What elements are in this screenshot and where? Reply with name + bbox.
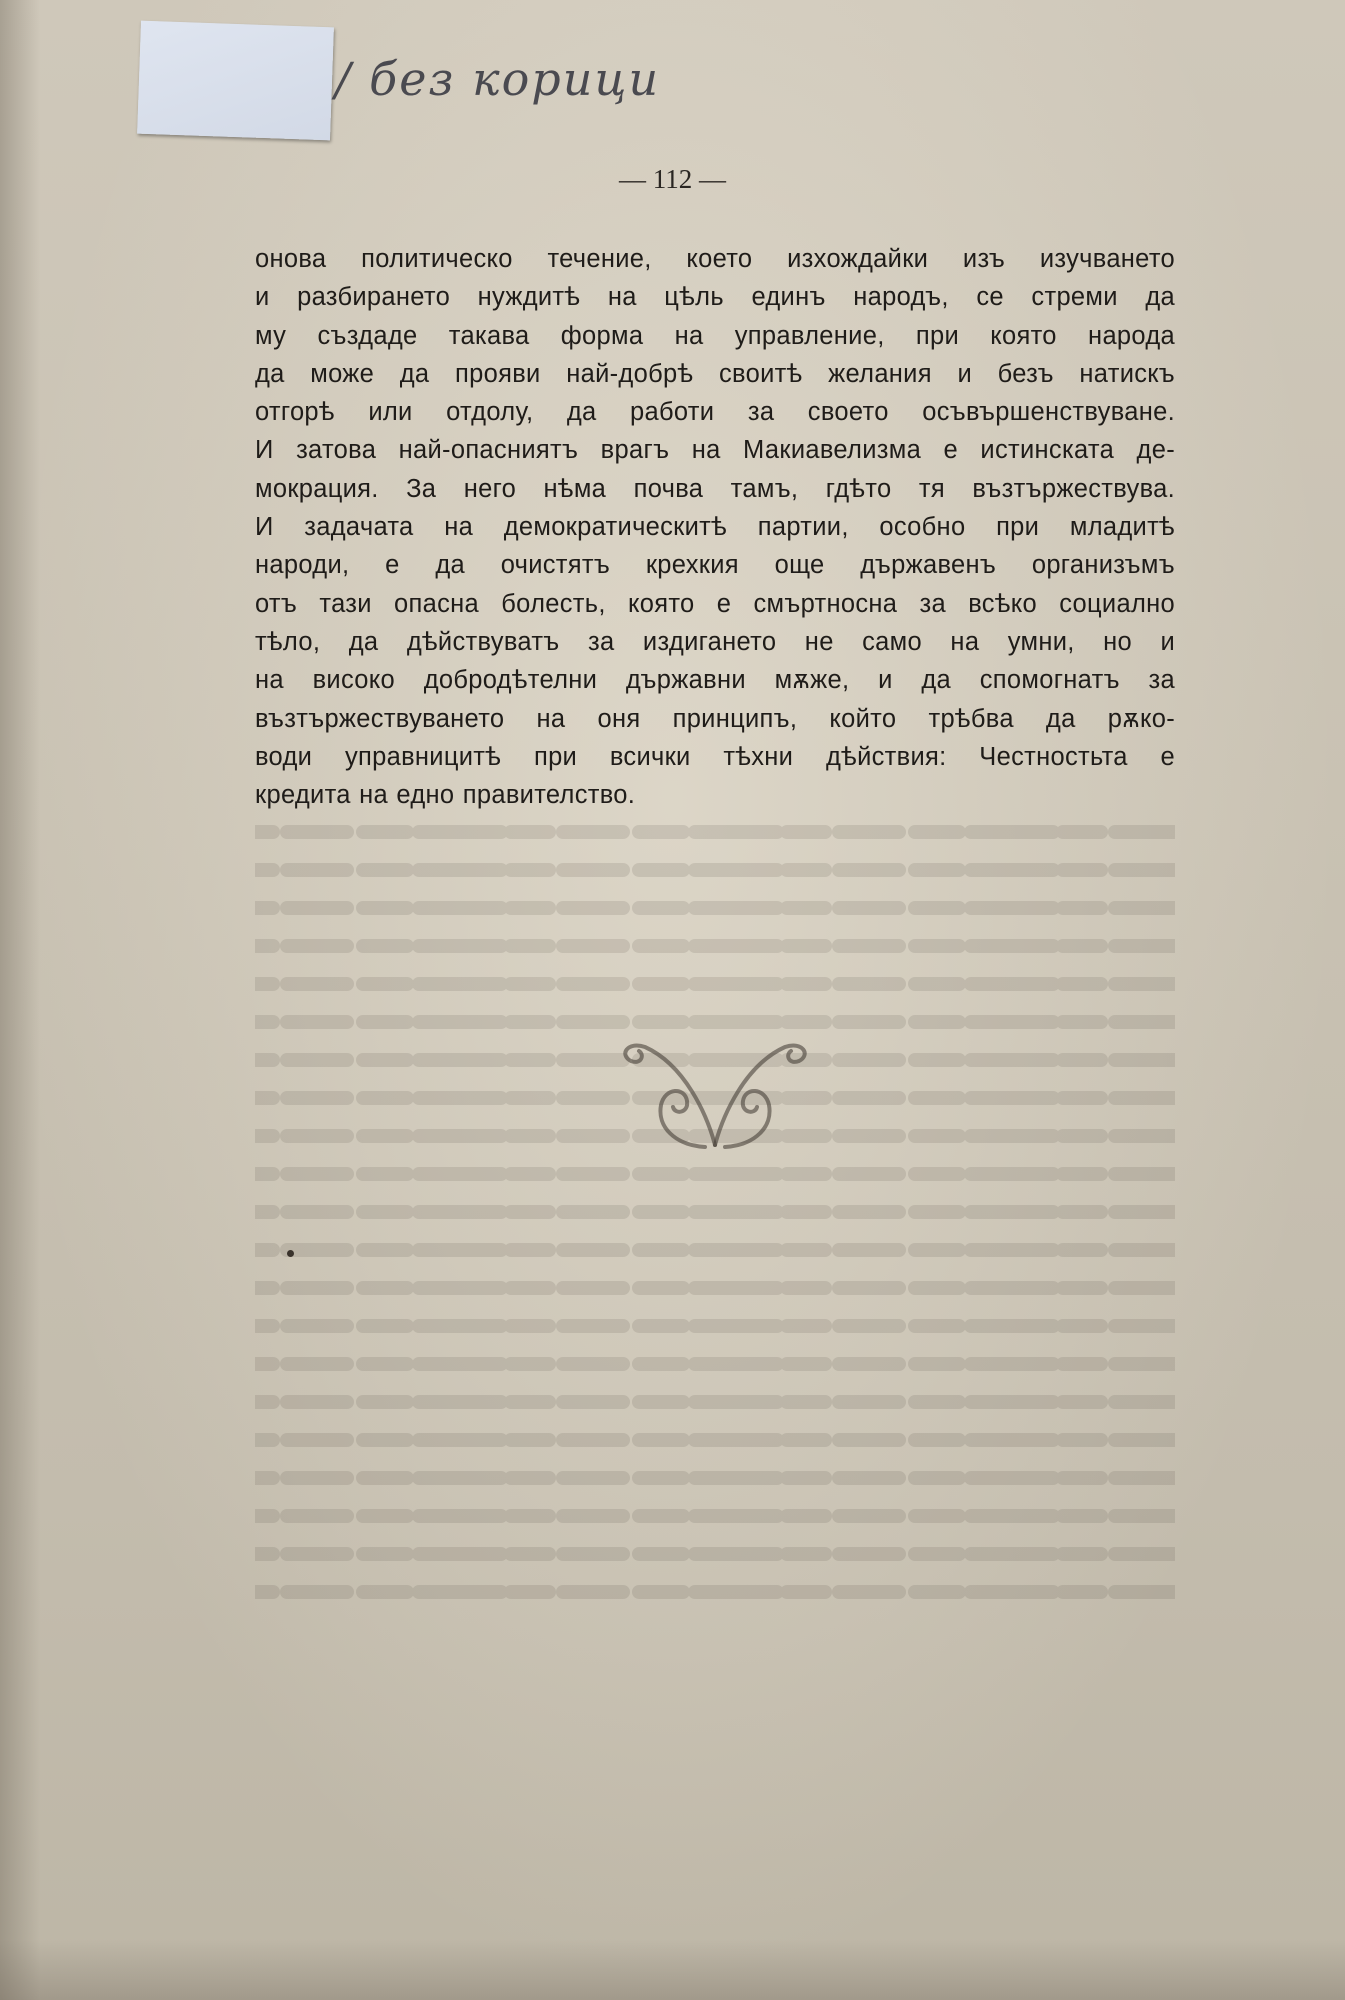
page-edge-shadow-left	[0, 0, 40, 2000]
text-line: му създаде такава форма на управление, при която народа	[255, 321, 1175, 350]
text-line: възтържествуването на оня принципъ, който трѣбва да рѫко-	[255, 704, 1175, 733]
text-line: и разбирането нуждитѣ на цѣль единъ народъ, се стреми да	[255, 283, 1175, 312]
show-through-texture	[255, 812, 1175, 1812]
text-line: И затова най-опасниятъ врагъ на Макиавелизма е истинската де-	[255, 436, 1175, 465]
ink-dot	[287, 1250, 294, 1257]
text-line: отъ тази опасна болесть, която е смъртносна за всѣко социално	[255, 589, 1175, 618]
text-line: тѣло, да дѣйствуватъ за издигането не само на умни, но и	[255, 627, 1175, 656]
text-line: кредита на едно правителство.	[255, 781, 636, 810]
text-line: И задачата на демократическитѣ партии, особно при младитѣ	[255, 513, 1175, 542]
text-line: на високо добродѣтелни държавни мѫже, и да спомогнатъ за	[255, 666, 1175, 695]
text-line: онова политическо течение, което изхождайки изъ изучването	[255, 245, 1175, 273]
library-sticker-label	[137, 21, 334, 141]
decorative-ornament-icon	[615, 1035, 815, 1155]
body-text	[255, 240, 1175, 814]
text-line: народи, е да очистятъ крехкия още държавенъ организъмъ	[255, 551, 1175, 580]
handwritten-note: / без корици	[335, 52, 661, 106]
page-number: — 112 —	[619, 164, 726, 194]
page-edge-shadow-bottom	[0, 1940, 1345, 2000]
text-line: води управницитѣ при всички тѣхни дѣйствия: Честностьта е	[255, 742, 1175, 771]
text-line: да може да прояви най-добрѣ своитѣ желания и безъ натискъ	[255, 359, 1175, 388]
text-line: мокрация. За него нѣма почва тамъ, гдѣто тя възтържествува.	[255, 474, 1175, 503]
text-line: отгорѣ или отдолу, да работи за своето осъвършенствуване.	[255, 398, 1175, 427]
